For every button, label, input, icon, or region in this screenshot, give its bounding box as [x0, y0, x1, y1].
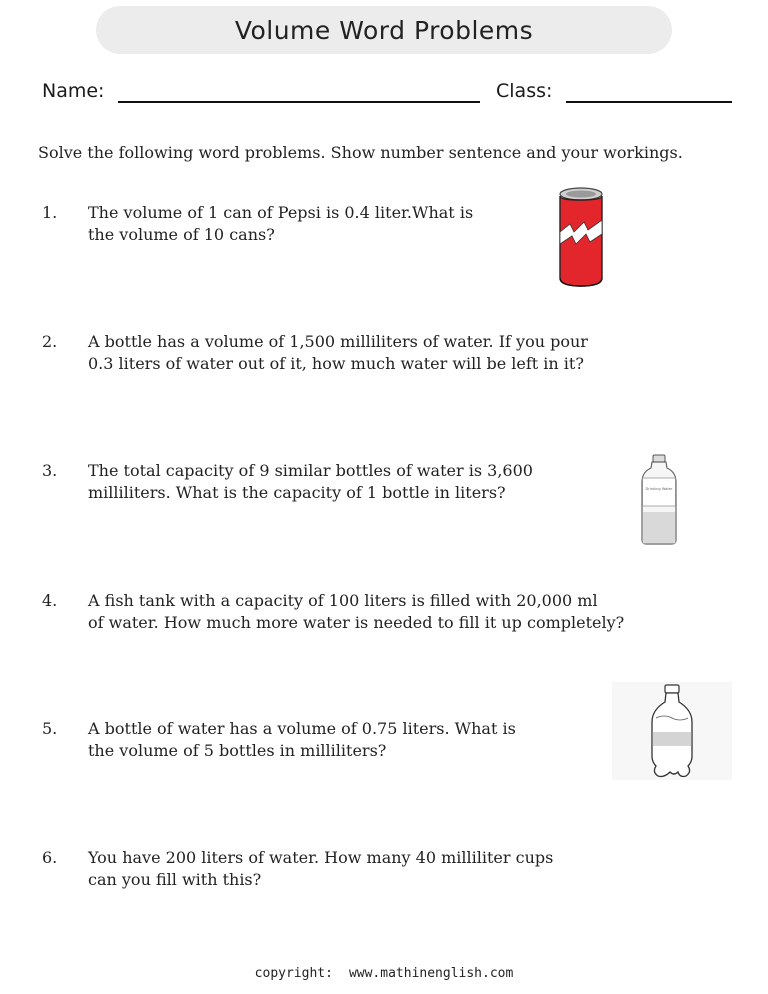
question-line: The total capacity of 9 similar bottles of water is 3,600	[88, 461, 533, 480]
soda-can-icon	[556, 186, 606, 290]
question-line: can you fill with this?	[88, 870, 262, 889]
question-line: the volume of 10 cans?	[88, 225, 275, 244]
question-number: 1.	[42, 203, 58, 222]
question-number: 2.	[42, 332, 58, 351]
class-label: Class:	[496, 80, 553, 102]
question-line: 0.3 liters of water out of it, how much water will be left in it?	[88, 354, 584, 373]
question-line: You have 200 liters of water. How many 40 milliliter cups	[88, 848, 554, 867]
title-banner	[96, 6, 672, 54]
question-line: milliliters. What is the capacity of 1 bottle in liters?	[88, 483, 506, 502]
question-line: A bottle of water has a volume of 0.75 liters. What is	[88, 719, 516, 738]
question-line: of water. How much more water is needed to fill it up completely?	[88, 613, 625, 632]
water-bottle-icon	[640, 454, 678, 546]
question-line: A fish tank with a capacity of 100 liters is filled with 20,000 ml	[88, 591, 598, 610]
question-number: 3.	[42, 461, 58, 480]
question-line: A bottle has a volume of 1,500 milliliters of water. If you pour	[88, 332, 588, 351]
name-label: Name:	[42, 80, 105, 102]
page-title: Volume Word Problems	[234, 15, 534, 45]
name-field[interactable]	[118, 101, 480, 103]
plastic-bottle-icon	[612, 682, 732, 780]
question-line: The volume of 1 can of Pepsi is 0.4 liter.What is	[88, 203, 474, 222]
bottle-label-text: Drinking Water	[645, 487, 673, 491]
question-line: the volume of 5 bottles in milliliters?	[88, 741, 387, 760]
instructions: Solve the following word problems. Show number sentence and your workings.	[38, 143, 683, 162]
question-number: 5.	[42, 719, 58, 738]
copyright-label: copyright:	[254, 966, 333, 981]
copyright-site-link[interactable]: www.mathinenglish.com	[348, 966, 514, 981]
question-number: 4.	[42, 591, 58, 610]
copyright-footer	[0, 966, 768, 981]
class-field[interactable]	[566, 101, 732, 103]
question-number: 6.	[42, 848, 58, 867]
